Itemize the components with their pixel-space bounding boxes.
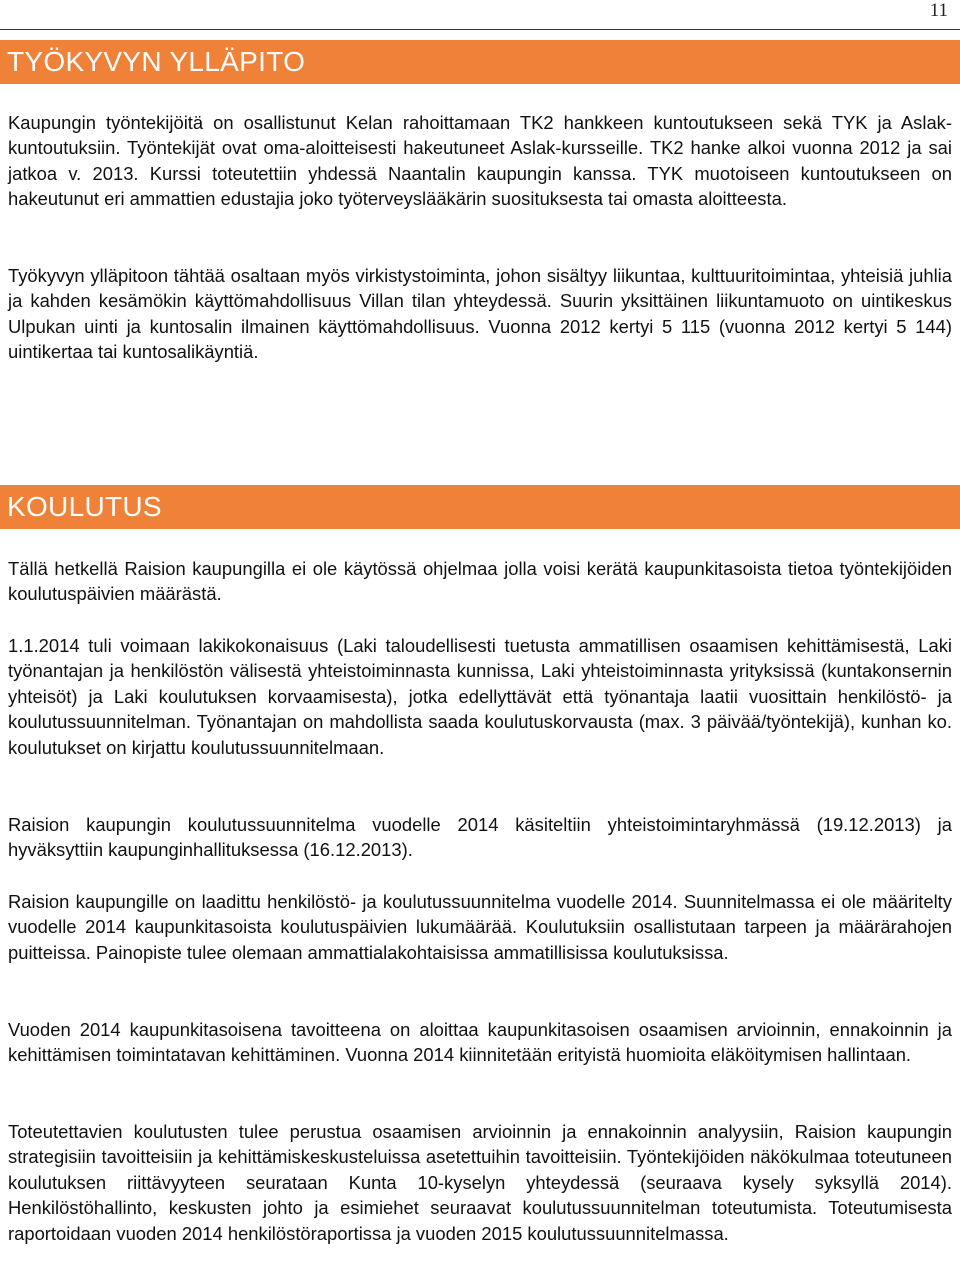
section-heading-koulutus: KOULUTUS [0,485,960,529]
paragraph-koulutussuunnitelma-kasittely: Raision kaupungin koulutussuunnitelma vuodelle 2014 käsiteltiin yhteistoimintaryhmässä (19.12.2013) ja hyväksyttiin kaupunginhallituksessa (16.12.2013). [8,814,952,861]
paragraph-tavoite-2014: Vuoden 2014 kaupunkitasoisena tavoitteena on aloittaa kaupunkitasoisen osaamisen arvioinnin, ennakoinnin ja kehittämisen toimintatavan kehittäminen. Vuonna 2014 kiinnitetään erityistä huomioita eläköitymisen hallintaan. [8,1019,952,1066]
paragraph-toteutettavat-koulutukset: Toteutettavien koulutusten tulee perustua osaamisen arvioinnin ja ennakoinnin analyysiin, Raision kaupungin strategisiin tavoitteisiin ja kehittämiskeskusteluissa asetettuihin tavoitteisiin. Työntekijöiden näkökulmaa toteutuneen koulutuksen riittävyyteen seurataan Kunta 10-kyselyn yhteydessä (seuraava kysely syksyllä 2014). Henkilöstöhallinto, keskusten johto ja esimiehet seuraavat koulutussuunnitelman toteutumista. Toteutumisesta raportoidaan vuoden 2014 henkilöstöraportissa ja vuoden 2015 koulutussuunnitelmassa. [8,1121,952,1244]
paragraph-henkilosto-ja-koulutussuunnitelma: Raision kaupungille on laadittu henkilöstö- ja koulutussuunnitelma vuodelle 2014. Suunnitelmassa ei ole määritelty vuodelle 2014 kaupunkitasoista koulutuspäivien lukumäärää. Koulutuksiin osallistutaan tarpeen ja määrärahojen puitteissa. Painopiste tulee olemaan ammattialakohtaisissa ammatillisissa koulutuksissa. [8,891,952,963]
page-number: 11 [929,0,948,21]
paragraph-virkistystoiminta: Työkyvyn ylläpitoon tähtää osaltaan myös virkistystoiminta, johon sisältyy liikuntaa, kulttuuritoimintaa, yhteisiä juhlia ja kahden kesämökin käyttömahdollisuus Villan tilan yhteydessä. Suurin yksittäinen liikuntamuoto on uintikeskus Ulpukan uinti ja kuntosalin ilmainen käyttömahdollisuus. Vuonna 2012 kertyi 5 115 (vuonna 2012 kertyi 5 144) uintikertaa tai kuntosalikäyntiä. [8,265,952,363]
header-rule [0,29,960,30]
section-heading-tyokyvyn-yllapito: TYÖKYVYN YLLÄPITO [0,40,960,84]
paragraph-koulutuspaivat: Tällä hetkellä Raision kaupungilla ei ole käytössä ohjelmaa jolla voisi kerätä kaupunkitasoista tietoa työntekijöiden koulutuspäivien määrästä. [8,558,952,605]
paragraph-lakikokonaisuus: 1.1.2014 tuli voimaan lakikokonaisuus (Laki taloudellisesti tuetusta ammatillisen osaamisen kehittämisestä, Laki työnantajan ja henkilöstön välisestä yhteistoiminnasta kunnissa, Laki yhteistoiminnasta yrityksissä (kuntakonsernin yhteisöt) ja Laki koulutuksen korvaamisesta), jotka edellyttävät että työnantaja laatii vuosittain henkilöstö- ja koulutussuunnitelman. Työnantajan on mahdollista saada koulutuskorvausta (max. 3 päivää/työntekijä), kunhan ko. koulutukset on kirjattu koulutussuunnitelmaan. [8,635,952,758]
paragraph-kuntoutus: Kaupungin työntekijöitä on osallistunut Kelan rahoittamaan TK2 hankkeen kuntoutukseen sekä TYK ja Aslak-kuntoutuksiin. Työntekijät ovat oma-aloitteisesti hakeutuneet Aslak-kursseille. TK2 hanke alkoi vuonna 2012 ja sai jatkoa v. 2013. Kurssi toteutettiin yhdessä Naantalin kaupungin kanssa. TYK muotoiseen kuntoutukseen on hakeutunut eri ammattien edustajia joko työterveyslääkärin suosituksesta tai omasta aloitteesta. [8,112,952,210]
